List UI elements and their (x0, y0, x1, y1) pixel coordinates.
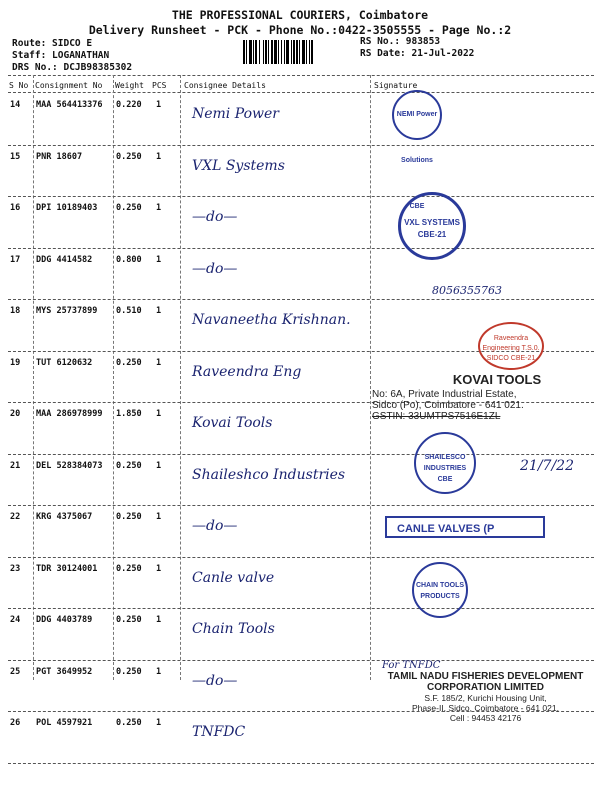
column-header-consignment: Consignment No (35, 81, 103, 90)
row-pcs: 1 (156, 512, 162, 522)
table-row (0, 457, 600, 507)
row-consignee: —do— (192, 672, 238, 689)
row-consignment-no: MYS 25737899 (36, 306, 98, 316)
row-weight: 0.250 (116, 512, 142, 522)
receiver-phone-signature: 8056355763 (432, 284, 502, 297)
row-pcs: 1 (156, 563, 162, 574)
row-weight: 0.800 (116, 254, 142, 265)
row-divider (8, 608, 594, 609)
row-consignment-no: DEL 528384073 (36, 460, 103, 471)
row-consignment-no: TDR 30124001 (36, 563, 98, 574)
row-sno: 22 (10, 512, 21, 522)
row-weight: 0.250 (116, 563, 142, 574)
row-weight: 0.220 (116, 100, 142, 110)
chain-tools-stamp: CHAIN TOOLS PRODUCTS (412, 562, 468, 618)
row-consignee: Chain Tools (192, 621, 275, 637)
row-weight: 0.250 (116, 151, 142, 162)
nemi-power-stamp: NEMI Power Solutions CBE (392, 90, 442, 140)
row-weight: 0.250 (116, 357, 142, 368)
kovai-tools-address-line2: Sidco (Po), Coimbatore - 641 021. (372, 400, 524, 411)
kovai-tools-name: KOVAI TOOLS (452, 372, 542, 387)
column-header-signature: Signature (374, 81, 418, 90)
row-consignment-no: MAA 564413376 (36, 100, 103, 110)
row-pcs: 1 (156, 306, 162, 316)
kovai-tools-address-line1: No: 6A, Private Industrial Estate, (372, 389, 517, 400)
row-consignment-no: DPI 10189403 (36, 203, 98, 213)
tnfdc-cell: Cell : 94453 42176 (449, 713, 522, 723)
table-row (0, 96, 600, 146)
canle-valves-stamp: CANLE VALVES (P (385, 516, 545, 538)
row-consignee: VXL Systems (192, 157, 285, 174)
tnfdc-name-line1: TAMIL NADU FISHERIES DEVELOPMENT (387, 671, 584, 682)
row-consignment-no: DDG 4403789 (36, 615, 93, 625)
row-consignment-no: TUT 6120632 (36, 357, 93, 368)
row-divider (8, 763, 594, 764)
table-row (0, 560, 600, 610)
row-sno: 15 (10, 151, 21, 162)
vxl-systems-stamp: VXL SYSTEMS CBE-21 (398, 192, 466, 260)
row-weight: 0.250 (116, 615, 142, 625)
table-row (0, 199, 600, 249)
kovai-tools-gstin: GSTIN: 33UMTPS7516E1ZL (372, 411, 501, 422)
row-sno: 18 (10, 306, 21, 316)
row-divider (8, 248, 594, 249)
row-sno: 16 (10, 203, 21, 213)
row-pcs: 1 (156, 460, 162, 471)
tnfdc-address-line2: Phase-II, Sidco, Coimbatore - 641 021, (412, 703, 559, 713)
row-sno: 19 (10, 357, 21, 368)
row-consignment-no: DDG 4414582 (36, 254, 93, 265)
row-consignee: Canle valve (192, 569, 275, 586)
rs-date: RS Date: 21-Jul-2022 (360, 48, 475, 59)
row-pcs: 1 (156, 615, 162, 625)
row-consignment-no: MAA 286978999 (36, 409, 103, 419)
tnfdc-name-line2: CORPORATION LIMITED (426, 682, 545, 693)
route-label: Route: SIDCO E (12, 38, 93, 49)
row-divider (8, 505, 594, 506)
row-divider (8, 299, 594, 300)
row-consignee: TNFDC (192, 724, 246, 740)
row-sno: 24 (10, 615, 21, 625)
document-subtitle: Delivery Runsheet - PCK - Phone No.:0422-3505555 - Page No.:2 (88, 23, 512, 37)
column-header-pcs: PCS (152, 81, 167, 90)
row-divider (8, 196, 594, 197)
row-consignment-no: PGT 3649952 (36, 666, 93, 677)
row-weight: 0.510 (116, 306, 142, 316)
row-pcs: 1 (156, 357, 162, 368)
row-weight: 1.850 (116, 409, 142, 419)
header-rule-bottom (8, 92, 594, 93)
row-sno: 14 (10, 100, 21, 110)
row-consignee: Shaileshco Industries (192, 466, 346, 483)
row-pcs: 1 (156, 151, 162, 162)
row-consignee: Nemi Power (192, 106, 279, 122)
row-weight: 0.250 (116, 718, 142, 728)
column-header-weight: Weight (115, 81, 144, 90)
staff-label: Staff: LOGANATHAN (12, 50, 110, 61)
row-consignee: Raveendra Eng (192, 363, 302, 380)
delivery-date-signature: 21/7/22 (520, 458, 574, 474)
row-sno: 17 (10, 254, 21, 265)
tnfdc-address-line1: S.F. 185/2, Kurichi Housing Unit, (424, 693, 547, 703)
rs-number: RS No.: 983853 (360, 36, 441, 47)
row-weight: 0.250 (116, 666, 142, 677)
row-consignee: —do— (192, 518, 238, 534)
row-consignment-no: POL 4597921 (36, 718, 93, 728)
row-divider (8, 557, 594, 558)
row-consignment-no: PNR 18607 (36, 151, 83, 162)
document-title: THE PROFESSIONAL COURIERS, Coimbatore (171, 8, 429, 22)
tnfdc-for-signature: For TNFDC (382, 660, 441, 671)
row-consignee: —do— (192, 260, 238, 277)
barcode-image (242, 40, 352, 64)
row-pcs: 1 (156, 718, 162, 728)
row-consignee: —do— (192, 209, 238, 225)
kovai-tools-stamp (372, 372, 582, 422)
row-divider (8, 145, 594, 146)
column-header-sno: S No (9, 81, 29, 90)
row-weight: 0.250 (116, 203, 142, 213)
shailesco-industries-stamp: SHAILESCO INDUSTRIES CBE (414, 432, 476, 494)
row-sno: 23 (10, 563, 21, 574)
row-pcs: 1 (156, 254, 162, 265)
row-divider (8, 454, 594, 455)
row-weight: 0.250 (116, 460, 142, 471)
row-consignment-no: KRG 4375067 (36, 512, 93, 522)
row-pcs: 1 (156, 666, 162, 677)
row-sno: 21 (10, 460, 21, 471)
drs-number: DRS No.: DCJB98385302 (12, 62, 133, 73)
row-pcs: 1 (156, 409, 162, 419)
row-sno: 25 (10, 666, 21, 677)
column-header-consignee: Consignee Details (184, 81, 266, 90)
table-row (0, 148, 600, 198)
row-pcs: 1 (156, 203, 162, 213)
header-rule-top (8, 75, 594, 76)
table-row (0, 611, 600, 661)
table-row (0, 251, 600, 301)
raveendra-engineering-stamp: Raveendra Engineering T.S.0. SIDCO CBE-21 (478, 322, 544, 370)
tnfdc-stamp (378, 660, 593, 723)
row-sno: 26 (10, 718, 21, 728)
row-pcs: 1 (156, 100, 162, 110)
row-consignee: Navaneetha Krishnan. (192, 312, 351, 328)
row-sno: 20 (10, 409, 21, 419)
row-consignee: Kovai Tools (192, 415, 273, 431)
